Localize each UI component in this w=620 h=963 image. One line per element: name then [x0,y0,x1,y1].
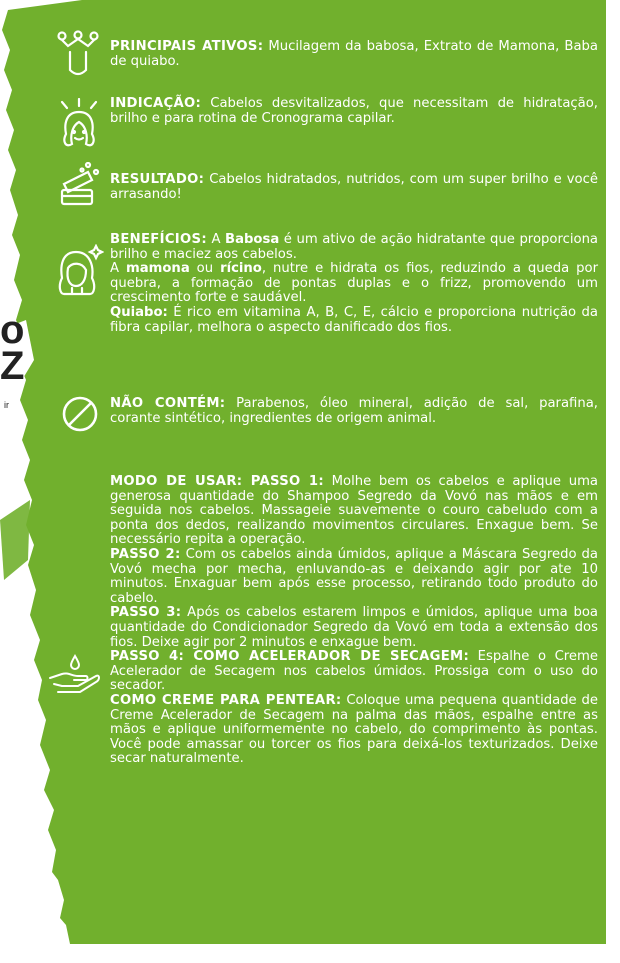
beneficios-quiabo: Quiabo: [110,304,168,320]
left-fragment-text [0,308,25,388]
beneficios-mamona: mamona [125,261,190,277]
prohibited-icon [60,394,100,434]
modo-passo1-text: Molhe bem os cabelos e aplique uma generosa quantidade do Shampoo Segredo da Vovó nas mãos e em seguida nos cabelos. Massageie suavemente o couro cabeludo com a ponta dos dedos, realizando movimentos circulares. Enxague bem. Se necessário repita a operação. [110,474,598,548]
indicacao-heading: INDICAÇÃO: [110,96,202,111]
woman-hair-icon [54,244,104,298]
section-indicacao [110,97,598,126]
beneficios-p2-c: ou [189,261,221,277]
modo-passo3-text: Após os cabelos estarem limpos e úmidos, aplique uma boa quantidade do Condicionador Segredo da Vovó em toda a extensão dos fios. Deixe agir por 2 minutos e enxague bem. [110,605,598,650]
beneficios-p2-e: , nutre e hidrata os fios, reduzindo a queda por quebra, a formação de pontas duplas e o frizz, promovendo um crescimento forte e saudável. [110,261,599,306]
modo-pentear-heading: COMO CREME PARA PENTEAR: [110,692,342,708]
beneficios-p2-a: A [110,261,126,277]
plant-molecule-icon [56,30,100,82]
section-principais-ativos [110,40,598,69]
beneficios-ricino: rícino [220,261,262,277]
modo-passo4-text: Espalhe o Creme Acelerador de Secagem nos cabelos úmidos. Prossiga com o uso do secador. [110,649,598,694]
modo-pentear-text: Coloque uma pequena quantidade de Creme Acelerador de Secagem na palma das mãos, espalhe entre as mãos e aplique uniformemente no cabelo, do comprimento às pontas. Você pode amassar ou torcer os fios para deixá-los texturizados. Deixe secar naturalmente. [110,692,598,767]
nao-contem-heading: NÃO CONTÉM: [110,396,226,411]
beneficios-p1-a: A [206,232,226,247]
hand-drop-icon [48,654,102,694]
modo-passo3-heading: PASSO 3: [110,605,182,621]
modo-passo2-text: Com os cabelos ainda úmidos, aplique a Máscara Segredo da Vovó mecha por mecha, enluvando-as e deixando agir por ate 10 minutos. Enxaguar bem após esse processo, retirando todo produto do cabelo. [110,546,598,606]
left-fragment-big2: Z [0,344,25,388]
left-fragment-big: o [0,308,25,352]
section-beneficios [110,233,598,335]
beneficios-p1-c: é um ativo de ação hidratante que proporciona brilho e maciez aos cabelos. [110,232,599,262]
cream-jar-icon [58,162,102,208]
section-resultado [110,173,598,202]
resultado-heading: RESULTADO: [110,172,205,187]
principais-ativos-text: Mucilagem da babosa, Extrato de Mamona, Baba de quiabo. [110,39,598,69]
woman-face-icon [56,98,102,154]
indicacao-text: Cabelos desvitalizados, que necessitam de hidratação, brilho e para rotina de Cronograma capilar. [110,96,598,126]
section-modo-de-usar [110,475,598,767]
beneficios-babosa: Babosa [225,232,280,247]
section-nao-contem [110,397,598,426]
modo-passo4-heading: PASSO 4: COMO ACELERADOR DE SECAGEM: [110,649,470,665]
modo-passo2-heading: PASSO 2: [110,546,181,562]
modo-heading: MODO DE USAR: PASSO 1: [110,474,324,489]
nao-contem-text: Parabenos, óleo mineral, adição de sal, parafina, corante sintético, ingredientes de origem animal. [110,396,598,426]
beneficios-p3-c: É rico em vitamina A, B, C, E, cálcio e proporciona nutrição da fibra capilar, melhora o aspecto danificado dos fios. [110,304,598,335]
principais-ativos-heading: PRINCIPAIS ATIVOS: [110,39,264,54]
beneficios-heading: BENEFÍCIOS: [110,232,207,247]
resultado-text: Cabelos hidratados, nutridos, com um super brilho e você arrasando! [110,172,598,202]
left-fragment-small: ir [4,400,9,410]
